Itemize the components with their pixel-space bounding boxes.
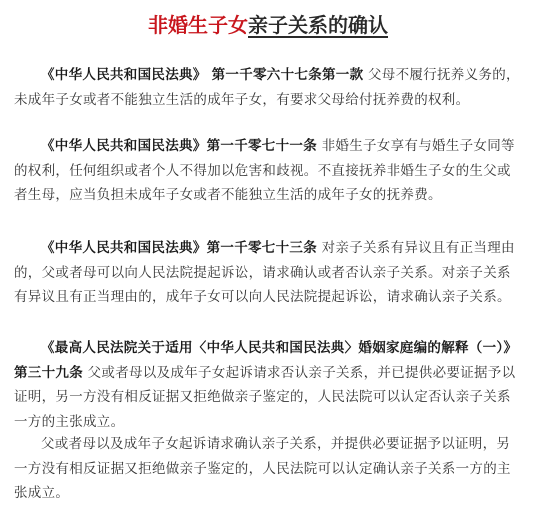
paragraph-text: 父或者母以及成年子女起诉请求否认亲子关系，并已提供必要证据予以证明，另一方没有相反证据又拒绝做亲子鉴定的，人民法院可以认定否认亲子关系一方的主张成立。 — [14, 364, 516, 430]
paragraph-article-1071 — [14, 134, 522, 208]
paragraph-interpretation-39 — [14, 336, 522, 434]
paragraph-text: 对亲子关系有异议且有正当理由的，父或者母可以向人民法院提起诉讼，请求确认或者否认亲子关系。对亲子关系有异议且有正当理由的，成年子女可以向人民法院提起诉讼，请求确认亲子关系。 — [14, 240, 515, 305]
page-title — [0, 10, 536, 40]
paragraph-text: 父或者母以及成年子女起诉请求确认亲子关系，并提供必要证据予以证明，另一方没有相反证据又拒绝做亲子鉴定的，人民法院可以认定确认亲子关系一方的主张成立。 — [14, 436, 511, 501]
law-citation: 《最高人民法院关于适用〈中华人民共和国民法典〉婚姻家庭编的解释（一）》第三十九条 — [14, 340, 518, 381]
paragraph-article-1067 — [14, 63, 522, 112]
law-citation: 《中华人民共和国民法典》第一千零七十一条 — [41, 138, 317, 154]
title-highlight: 非婚生子女 — [148, 13, 248, 37]
paragraph-article-1073 — [14, 236, 522, 310]
paragraph-text: 非婚生子女享有与婚生子女同等的权利，任何组织或者个人不得加以危害和歧视。不直接抚养非婚生子女的生父或者生母，应当负担未成年子女或者不能独立生活的成年子女的抚养费。 — [14, 138, 515, 203]
paragraph-text: 父母不履行抚养义务的，未成年子女或者不能独立生活的成年子女，有要求父母给付抚养费的权利。 — [14, 67, 520, 108]
law-citation: 《中华人民共和国民法典》第一千零七十三条 — [41, 240, 317, 256]
title-rest: 亲子关系的确认 — [248, 13, 388, 37]
paragraph-interpretation-39-cont — [14, 432, 522, 506]
law-citation: 《中华人民共和国民法典》 第一千零六十七条第一款 — [41, 67, 364, 83]
